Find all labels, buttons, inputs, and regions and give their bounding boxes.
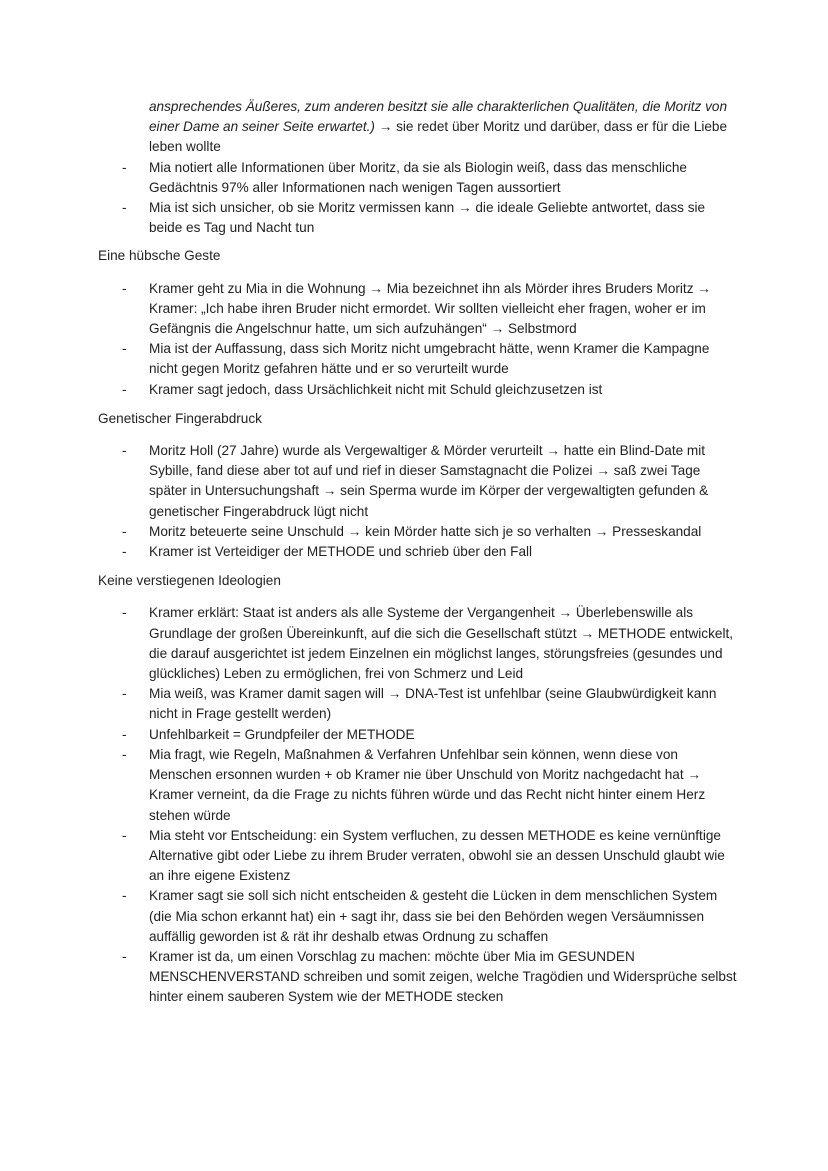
section-list [98,441,738,562]
intro-list [98,158,738,239]
list-item [98,279,738,340]
list-item-text: Mia steht vor Entscheidung: ein System verfluchen, zu dessen METHODE es keine vernünftige Alternative gibt oder Liebe zu ihrem Bruder verraten, obwohl sie an dessen Unschuld glaubt wie an ihre eigene Existenz [149,827,725,884]
list-item-text: Unfehlbarkeit = Grundpfeiler der METHODE [149,726,415,742]
list-item [98,380,738,400]
list-item [98,725,738,745]
section-heading: Keine verstiegenen Ideologien [98,573,281,589]
bullet-dash: - [122,159,127,175]
list-item-text: Moritz Holl (27 Jahre) wurde als Vergewaltiger & Mörder verurteilt → hatte ein Blind-Date mit Sybille, fand diese aber tot auf und rief in dieser Samstagnacht die Polizei → saß zwei Tage später in Untersuchungshaft → sein Sperma wurde im Körper der vergewaltigten gefunden & genetischer Fingerabdruck lügt nicht [149,443,709,519]
list-item-text: Kramer erklärt: Staat ist anders als alle Systeme der Vergangenheit → Überlebenswille als Grundlage der großen Übereinkunft, auf die sich die Gesellschaft stützt → METHODE entwickelt, die darauf ausgerichtet ist jedem Einzelnen ein möglichst langes, störungsfreies (gesundes und glückliches) Leben zu ermöglichen, frei von Schmerz und Leid [149,605,734,682]
section-list [98,279,738,400]
intro-block [98,97,738,238]
bullet-dash: - [122,746,127,762]
list-item [98,947,738,1008]
list-item [98,339,738,379]
list-item [98,684,738,724]
bullet-dash: - [122,200,127,216]
list-item [98,886,738,947]
section-heading: Genetischer Fingerabdruck [98,410,262,426]
bullet-dash: - [122,523,127,539]
list-item-text: Kramer ist Verteidiger der METHODE und schrieb über den Fall [149,544,533,560]
bullet-dash: - [122,948,127,964]
list-item-text: Mia notiert alle Informationen über Moritz, da sie als Biologin weiß, dass das menschliche Gedächtnis 97% aller Informationen nach wenigen Tagen aussortiert [149,159,687,195]
list-item-text: Kramer geht zu Mia in die Wohnung → Mia bezeichnet ihn als Mörder ihres Bruders Moritz → Kramer: „Ich habe ihren Bruder nicht ermordet. Wir sollten vielleicht eher fragen, woher er im Gefängnis die Angelschnur hatte, um sich aufzuhängen“ → Selbstmord [149,280,711,337]
list-item-text: Mia ist der Auffassung, dass sich Moritz nicht umgebracht hätte, wenn Kramer die Kampagne nicht gegen Moritz gefahren hätte und er so verurteilt wurde [149,341,710,377]
list-item [98,158,738,198]
list-item [98,198,738,238]
bullet-dash: - [122,686,127,702]
list-item-text: Kramer ist da, um einen Vorschlag zu machen: möchte über Mia im GESUNDEN MENSCHENVERSTAND schreiben und somit zeigen, welche Tragödien und Widersprüche selbst hinter einem sauberen System wie der METHODE stecken [149,948,737,1005]
section-list [98,603,738,1007]
bullet-dash: - [122,341,127,357]
list-item [98,603,738,684]
bullet-dash: - [122,605,127,621]
bullet-dash: - [122,544,127,560]
section-hubsche-geste [98,246,738,399]
bullet-dash: - [122,381,127,397]
bullet-dash: - [122,280,127,296]
list-item [98,441,738,522]
continuation-italic: ansprechendes Äußeres, zum anderen besitzt sie alle charakterlichen Qualitäten, die Moritz von einer Dame an seiner Seite erwartet.) [149,99,728,135]
section-genetischer-fingerabdruck [98,409,738,562]
section-heading: Eine hübsche Geste [98,248,221,264]
continuation-text [98,97,738,158]
list-item-text: Mia weiß, was Kramer damit sagen will → DNA-Test ist unfehlbar (seine Glaubwürdigkeit kann nicht in Frage gestellt werden) [149,686,717,722]
list-item [98,542,738,562]
list-item-text: Mia ist sich unsicher, ob sie Moritz vermissen kann → die ideale Geliebte antwortet, dass sie beide es Tag und Nacht tun [149,200,706,236]
list-item [98,522,738,542]
continuation-plain: → sie redet über Moritz und darüber, dass er für die Liebe leben wollte [149,119,728,155]
section-keine-verstiegenen-ideologien [98,571,738,1007]
bullet-dash: - [122,726,127,742]
list-item [98,826,738,887]
list-item [98,745,738,826]
list-item-text: Kramer sagt sie soll sich nicht entscheiden & gesteht die Lücken in dem menschlichen System (die Mia schon erkannt hat) ein + sagt ihr, dass sie bei den Behörden wegen Versäumnissen auffällig geworden ist & rät ihr deshalb etwas Ordnung zu schaffen [149,888,718,944]
list-item-text: Moritz beteuerte seine Unschuld → kein Mörder hatte sich je so verhalten → Presseskandal [149,523,702,539]
bullet-dash: - [122,443,127,459]
bullet-dash: - [122,888,127,904]
bullet-dash: - [122,827,127,843]
list-item-text: Mia fragt, wie Regeln, Maßnahmen & Verfahren Unfehlbar sein können, wenn diese von Menschen ersonnen wurden + ob Kramer nie über Unschuld von Moritz nachgedacht hat → Kramer verneint, da die Frage zu nichts führen würde und das Recht nicht hinter einem Herz stehen würde [149,746,706,823]
document-body [98,97,738,1017]
list-item-text: Kramer sagt jedoch, dass Ursächlichkeit nicht mit Schuld gleichzusetzen ist [149,381,603,397]
